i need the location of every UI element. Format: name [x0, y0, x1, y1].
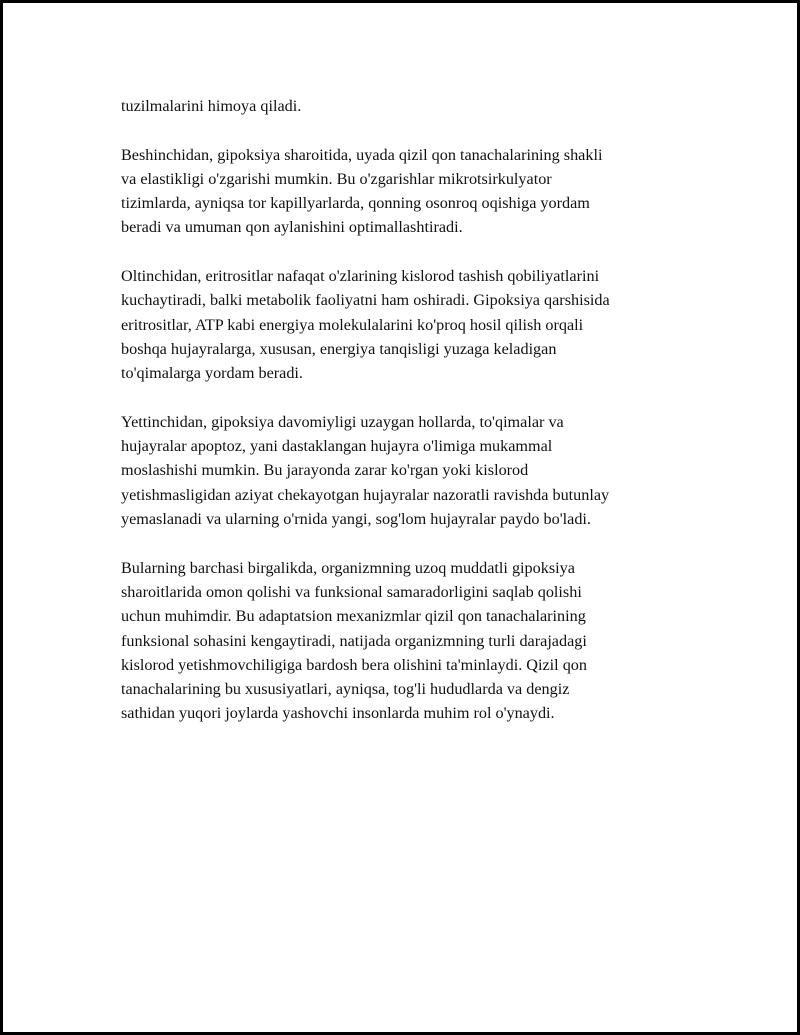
text-line: moslashishi mumkin. Bu jarayonda zarar ko'rgan yoki kislorod: [121, 461, 529, 480]
text-line: va elastikligi o'zgarishi mumkin. Bu o'zgarishlar mikrotsirkulyator: [121, 169, 552, 188]
text-line: boshqa hujayralarga, xususan, energiya tanqisligi yuzaga keladigan: [121, 339, 557, 358]
paragraph-conclusion: [121, 556, 681, 726]
text-line: eritrositlar, ATP kabi energiya molekulalarini ko'proq hosil qilish orqali: [121, 315, 584, 334]
text-line: kuchaytiradi, balki metabolik faoliyatni ham oshiradi. Gipoksiya qarshisida: [121, 291, 610, 310]
text-line: uchun muhimdir. Bu adaptatsion mexanizmlar qizil qon tanachalarining: [121, 607, 586, 626]
text-line: kislorod yetishmovchiligiga bardosh bera olishini ta'minlaydi. Qizil qon: [121, 655, 587, 674]
text-line: tanachalarining bu xususiyatlari, ayniqsa, tog'li hududlarda va dengiz: [121, 680, 570, 699]
paragraph-seventh: [121, 410, 681, 531]
text-line: tuzilmalarini himoya qiladi.: [121, 97, 302, 115]
text-line: sharoitlarida omon qolishi va funksional samaradorligini saqlab qolishi: [121, 582, 582, 601]
text-line: tizimlarda, ayniqsa tor kapillyarlarda, qonning osonroq oqishiga yordam: [121, 194, 590, 213]
paragraph-continuation: [121, 94, 681, 118]
text-line: Oltinchidan, eritrositlar nafaqat o'zlarining kislorod tashish qobiliyatlarini: [121, 267, 600, 286]
text-line: yetishmasligidan aziyat chekayotgan hujayralar nazoratli ravishda butunlay: [121, 485, 610, 504]
text-line: funksional sohasini kengaytiradi, natijada organizmning turli darajadagi: [121, 631, 587, 650]
text-line: hujayralar apoptoz, yani dastaklangan hujayra o'limiga mukammal: [121, 437, 553, 456]
text-line: Yettinchidan, gipoksiya davomiyligi uzaygan hollarda, to'qimalar va: [121, 412, 564, 431]
paragraph-sixth: [121, 264, 681, 385]
text-line: beradi va umuman qon aylanishini optimallashtiradi.: [121, 218, 463, 237]
text-line: yemaslanadi va ularning o'rnida yangi, sog'lom hujayralar paydo bo'ladi.: [121, 510, 591, 529]
text-line: Bularning barchasi birgalikda, organizmning uzoq muddatli gipoksiya: [121, 558, 575, 577]
text-line: sathidan yuqori joylarda yashovchi insonlarda muhim rol o'ynaydi.: [121, 704, 555, 723]
paragraph-fifth: [121, 143, 681, 240]
text-line: to'qimalarga yordam beradi.: [121, 364, 303, 383]
document-body: [121, 94, 681, 750]
text-line: Beshinchidan, gipoksiya sharoitida, uyada qizil qon tanachalarining shakli: [121, 145, 603, 164]
